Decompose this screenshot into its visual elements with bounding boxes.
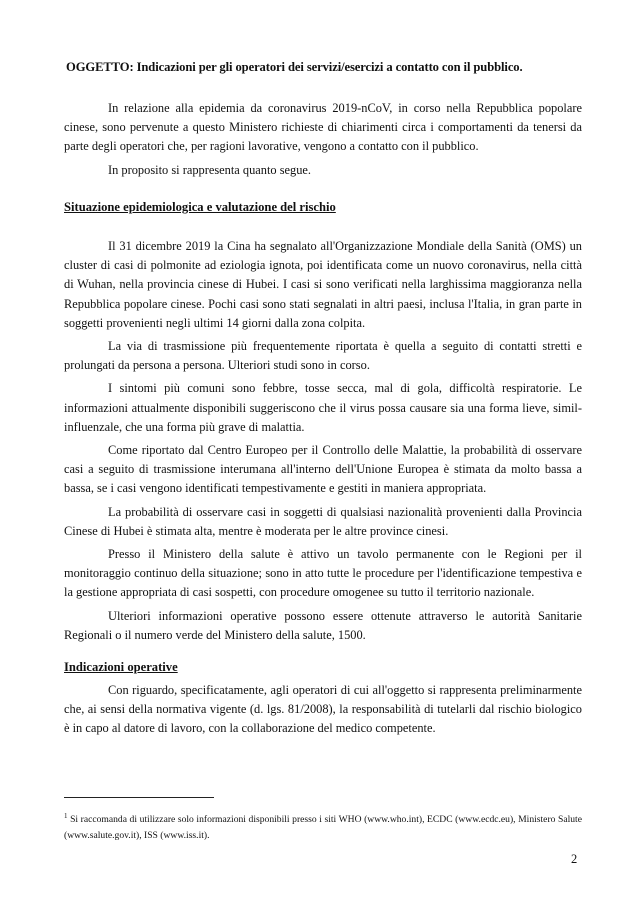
intro-block [64,99,582,184]
footnote-text: Si raccomanda di utilizzare solo informazioni disponibili presso i siti WHO (www.who.int), ECDC (www.ecdc.eu), Ministero Salute (www.salute.gov.it), ISS (www.iss.it). [64,814,582,842]
intro-paragraph: In relazione alla epidemia da coronavirus 2019-nCoV, in corso nella Repubblica popolare cinese, sono pervenute a questo Ministero richieste di chiarimenti circa i comportamenti da tenersi da parte degli operatori che, per ragioni lavorative, vengono a contatto con il pubblico. [64,101,582,154]
footnote-divider [64,797,214,798]
risk-section-body [64,237,582,649]
intro-paragraph: In proposito si rappresenta quanto segue. [108,162,312,177]
operative-section-body [64,681,582,743]
footnote-marker: 1 [64,812,68,820]
section-heading-operative: Indicazioni operative [64,660,178,674]
body-paragraph: La probabilità di osservare casi in soggetti di qualsiasi nazionalità provenienti dalla Provincia Cinese di Hubei è stimata alta, mentre è moderata per le altre province cinesi. [64,504,582,538]
footnote [64,808,582,844]
subject-line: OGGETTO: Indicazioni per gli operatori dei servizi/esercizi a contatto con il pubblico. [66,60,523,74]
body-paragraph: Come riportato dal Centro Europeo per il Controllo delle Malattie, la probabilità di osservare casi a seguito di trasmissione interumana all'interno dell'Unione Europea è stimata da molto bassa a bassa, se i casi vengono identificati tempestivamente e gestiti in maniera appropriata. [64,443,582,496]
body-paragraph: Con riguardo, specificatamente, agli operatori di cui all'oggetto si rappresenta preliminarmente che, ai sensi della normativa vigente (d. lgs. 81/2008), la responsabilità di tutelarli dal rischio biologico è in capo al datore di lavoro, con la collaborazione del medico competente. [64,683,582,736]
section-heading-risk: Situazione epidemiologica e valutazione del rischio [64,200,336,214]
body-paragraph: I sintomi più comuni sono febbre, tosse secca, mal di gola, difficoltà respiratorie. Le informazioni attualmente disponibili suggeriscono che il virus possa causare sia una forma lieve, simil-influenzale, che una forma più grave di malattia. [64,381,582,434]
body-paragraph: Presso il Ministero della salute è attivo un tavolo permanente con le Regioni per il monitoraggio continuo della situazione; sono in atto tutte le procedure per l'identificazione tempestiva e la gestione appropriata di casi sospetti, con procedure omogenee su tutto il territorio nazionale. [64,547,582,600]
body-paragraph: La via di trasmissione più frequentemente riportata è quella a seguito di contatti stretti e prolungati da persona a persona. Ulteriori studi sono in corso. [64,339,582,373]
body-paragraph: Ulteriori informazioni operative possono essere ottenute attraverso le autorità Sanitarie Regionali o il numero verde del Ministero della salute, 1500. [64,608,582,642]
body-paragraph: Il 31 dicembre 2019 la Cina ha segnalato all'Organizzazione Mondiale della Sanità (OMS) un cluster di casi di polmonite ad eziologia ignota, poi identificata come un nuovo coronavirus, nella città di Wuhan, nella provincia cinese di Hubei. I casi si sono verificati nella larghissima maggioranza nella Repubblica popolare cinese. Pochi casi sono stati segnalati in altri paesi, inclusa l'Italia, in gran parte in soggetti provenienti negli ultimi 14 giorni dalla zona colpita. [64,239,582,330]
page-number: 2 [571,852,578,866]
